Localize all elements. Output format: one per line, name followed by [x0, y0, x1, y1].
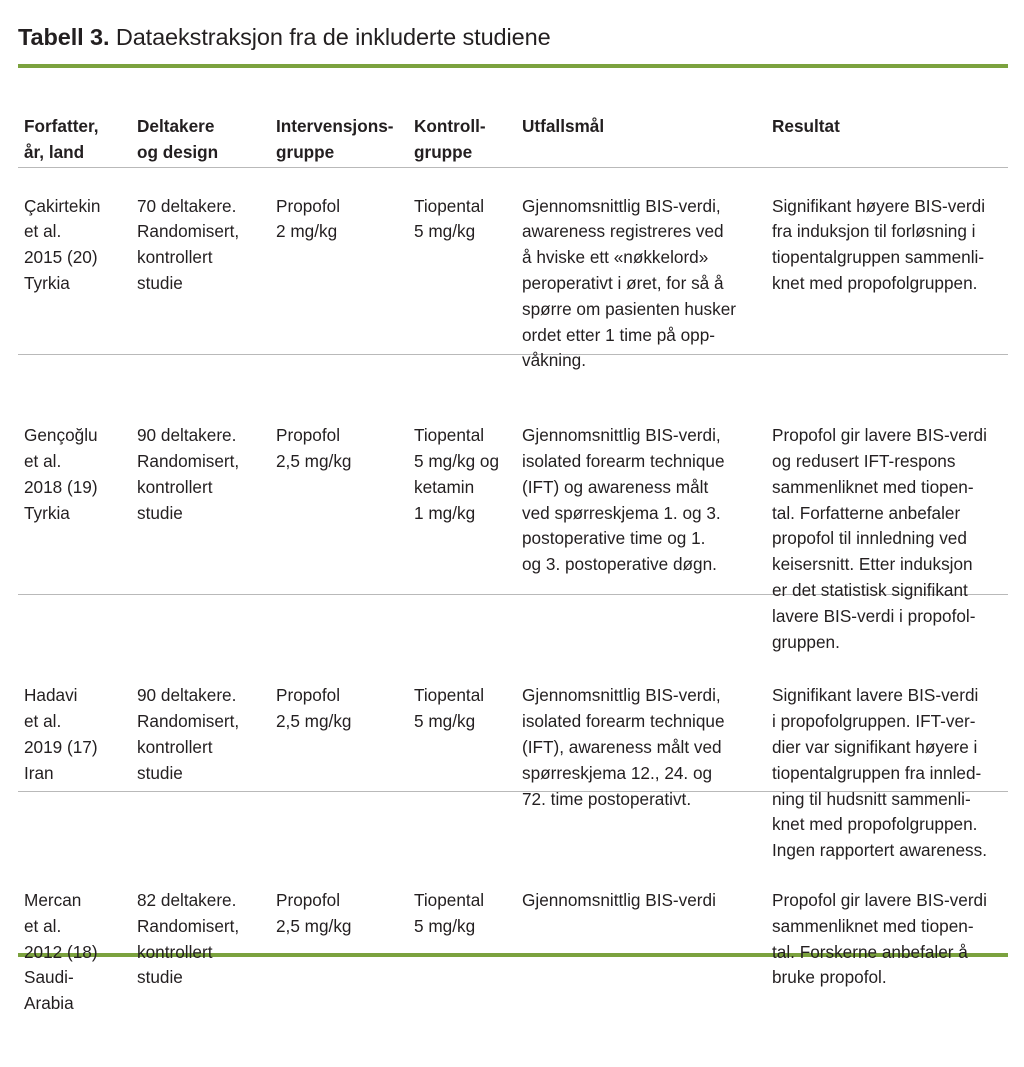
text-line: år, land — [24, 141, 85, 162]
text-line: bruke propofol. — [772, 967, 887, 988]
text-line: Signifikant lavere BIS-verdi — [772, 685, 979, 706]
text-line: Tiopental — [414, 889, 485, 910]
text-line: Gjennomsnittlig BIS-verdi, — [522, 425, 721, 446]
gutter-cell — [0, 874, 24, 1067]
text-line: og redusert IFT-respons — [772, 450, 956, 471]
text-line: spørre om pasienten husker — [522, 298, 736, 319]
text-line: 72. time postoperativt. — [522, 788, 692, 809]
text-line: Arabia — [24, 993, 74, 1014]
text-line: awareness registreres ved — [522, 221, 724, 242]
text-line: Iran — [24, 762, 54, 783]
text-line: (IFT), awareness målt ved — [522, 736, 722, 757]
text-line: gruppe — [414, 141, 473, 162]
cell-intervention — [276, 180, 414, 410]
text-line: knet med propofolgruppen. — [772, 814, 978, 835]
text-line: Gjennomsnittlig BIS-verdi, — [522, 685, 721, 706]
text-line: og 3. postoperative døgn. — [522, 554, 717, 575]
cell-result — [772, 180, 1024, 410]
text-line: Tyrkia — [24, 272, 70, 293]
text-line: 5 mg/kg og — [414, 450, 500, 471]
text-line: å hviske ett «nøkkelord» — [522, 247, 709, 268]
text-line: studie — [137, 967, 183, 988]
text-line: ordet etter 1 time på opp- — [522, 324, 715, 345]
text-line: 2015 (20) — [24, 247, 98, 268]
cell-control — [414, 180, 522, 410]
table-row — [0, 180, 1024, 410]
caption-spacer — [0, 0, 1024, 100]
text-line: Randomisert, — [137, 711, 240, 732]
text-line: Çakirtekin — [24, 195, 101, 216]
text-line: Randomisert, — [137, 915, 240, 936]
text-line: Mercan — [24, 889, 82, 910]
text-line: Propofol — [276, 889, 341, 910]
text-line: kontrollert — [137, 941, 213, 962]
cell-intervention — [276, 669, 414, 874]
text-line: 5 mg/kg — [414, 711, 476, 732]
column-header-result — [772, 100, 1024, 180]
cell-intervention — [276, 874, 414, 1067]
text-line: Propofol — [276, 425, 341, 446]
text-line: Kontroll- — [414, 116, 486, 136]
text-line: og design — [137, 141, 219, 162]
table-header-row — [0, 100, 1024, 180]
text-line: studie — [137, 502, 183, 523]
gutter-cell — [0, 409, 24, 669]
text-line: Ingen rapportert awareness. — [772, 840, 987, 861]
cell-participants — [137, 180, 276, 410]
text-line: er det statistisk signifikant — [772, 579, 968, 600]
cell-result — [772, 874, 1024, 1067]
text-line: Propofol — [276, 685, 341, 706]
text-line: spørreskjema 12., 24. og — [522, 762, 713, 783]
text-line: 1 mg/kg — [414, 502, 476, 523]
text-line: fra induksjon til forløsning i — [772, 221, 976, 242]
cell-outcome — [522, 874, 772, 1067]
text-line: Utfallsmål — [522, 116, 605, 136]
text-line: 5 mg/kg — [414, 221, 476, 242]
text-line: et al. — [24, 915, 62, 936]
text-line: peroperativt i øret, for så å — [522, 272, 724, 293]
cell-participants — [137, 874, 276, 1067]
gutter-cell — [0, 180, 24, 410]
cell-outcome — [522, 669, 772, 874]
cell-result — [772, 409, 1024, 669]
cell-intervention — [276, 409, 414, 669]
text-line: et al. — [24, 221, 62, 242]
text-line: postoperative time og 1. — [522, 528, 706, 549]
text-line: 90 deltakere. — [137, 685, 237, 706]
text-line: knet med propofolgruppen. — [772, 272, 978, 293]
cell-author — [24, 409, 137, 669]
cell-control — [414, 409, 522, 669]
text-line: i propofolgruppen. IFT-ver- — [772, 711, 976, 732]
table-row — [0, 409, 1024, 669]
text-line: Tyrkia — [24, 502, 70, 523]
text-line: Deltakere — [137, 116, 215, 136]
text-line: 2012 (18) — [24, 941, 98, 962]
text-line: et al. — [24, 450, 62, 471]
text-line: ved spørreskjema 1. og 3. — [522, 502, 721, 523]
text-line: Propofol — [276, 195, 341, 216]
text-line: Randomisert, — [137, 221, 240, 242]
text-line: 5 mg/kg — [414, 915, 476, 936]
text-line: 2,5 mg/kg — [276, 711, 352, 732]
text-line: ning til hudsnitt sammenli- — [772, 788, 971, 809]
cell-author — [24, 874, 137, 1067]
cell-control — [414, 874, 522, 1067]
table-row — [0, 874, 1024, 1067]
text-line: Randomisert, — [137, 450, 240, 471]
text-line: kontrollert — [137, 247, 213, 268]
text-line: Propofol gir lavere BIS-verdi — [772, 425, 987, 446]
cell-author — [24, 180, 137, 410]
text-line: 2 mg/kg — [276, 221, 338, 242]
text-line: isolated forearm technique — [522, 450, 725, 471]
cell-author — [24, 669, 137, 874]
caption-text: Dataekstraksjon fra de inkluderte studiene — [109, 24, 551, 50]
cell-result — [772, 669, 1024, 874]
column-header-control — [414, 100, 522, 180]
text-line: Hadavi — [24, 685, 78, 706]
text-line: Signifikant høyere BIS-verdi — [772, 195, 986, 216]
text-line: isolated forearm technique — [522, 711, 725, 732]
text-line: sammenliknet med tiopen- — [772, 915, 974, 936]
text-line: (IFT) og awareness målt — [522, 476, 709, 497]
text-line: Tiopental — [414, 195, 485, 216]
text-line: et al. — [24, 711, 62, 732]
text-line: 2018 (19) — [24, 476, 98, 497]
text-line: Saudi- — [24, 967, 74, 988]
table-body — [0, 180, 1024, 1067]
cell-outcome — [522, 409, 772, 669]
text-line: Intervensjons- — [276, 116, 394, 136]
text-line: ketamin — [414, 476, 475, 497]
text-line: studie — [137, 272, 183, 293]
text-line: studie — [137, 762, 183, 783]
text-line: Propofol gir lavere BIS-verdi — [772, 889, 987, 910]
text-line: 2,5 mg/kg — [276, 915, 352, 936]
column-header-intervention — [276, 100, 414, 180]
column-header-outcome — [522, 100, 772, 180]
text-line: Gjennomsnittlig BIS-verdi, — [522, 195, 721, 216]
text-line: Resultat — [772, 116, 840, 136]
gutter-cell — [0, 100, 24, 180]
gutter-cell — [0, 669, 24, 874]
cell-participants — [137, 669, 276, 874]
text-line: Gençoğlu — [24, 425, 98, 446]
text-line: 90 deltakere. — [137, 425, 237, 446]
text-line: tal. Forskerne anbefaler å — [772, 941, 968, 962]
text-line: gruppen. — [772, 631, 840, 652]
text-line: propofol til innledning ved — [772, 528, 967, 549]
text-line: gruppe — [276, 141, 335, 162]
table-row — [0, 669, 1024, 874]
text-line: dier var signifikant høyere i — [772, 736, 978, 757]
column-header-author — [24, 100, 137, 180]
text-line: tal. Forfatterne anbefaler — [772, 502, 961, 523]
text-line: tiopentalgruppen sammenli- — [772, 247, 985, 268]
text-line: lavere BIS-verdi i propofol- — [772, 605, 976, 626]
text-line: kontrollert — [137, 736, 213, 757]
text-line: 2019 (17) — [24, 736, 98, 757]
text-line: sammenliknet med tiopen- — [772, 476, 974, 497]
cell-outcome — [522, 180, 772, 410]
column-header-participants — [137, 100, 276, 180]
text-line: 70 deltakere. — [137, 195, 237, 216]
text-line: keisersnitt. Etter induksjon — [772, 554, 973, 575]
text-line: 2,5 mg/kg — [276, 450, 352, 471]
text-line: 82 deltakere. — [137, 889, 237, 910]
text-line: Tiopental — [414, 425, 485, 446]
text-line: kontrollert — [137, 476, 213, 497]
text-line: våkning. — [522, 350, 587, 371]
caption-label: Tabell 3. — [18, 24, 110, 50]
cell-participants — [137, 409, 276, 669]
text-line: Gjennomsnittlig BIS-verdi — [522, 889, 716, 910]
text-line: Forfatter, — [24, 116, 99, 136]
text-line: Tiopental — [414, 685, 485, 706]
cell-control — [414, 669, 522, 874]
text-line: tiopentalgruppen fra innled- — [772, 762, 982, 783]
